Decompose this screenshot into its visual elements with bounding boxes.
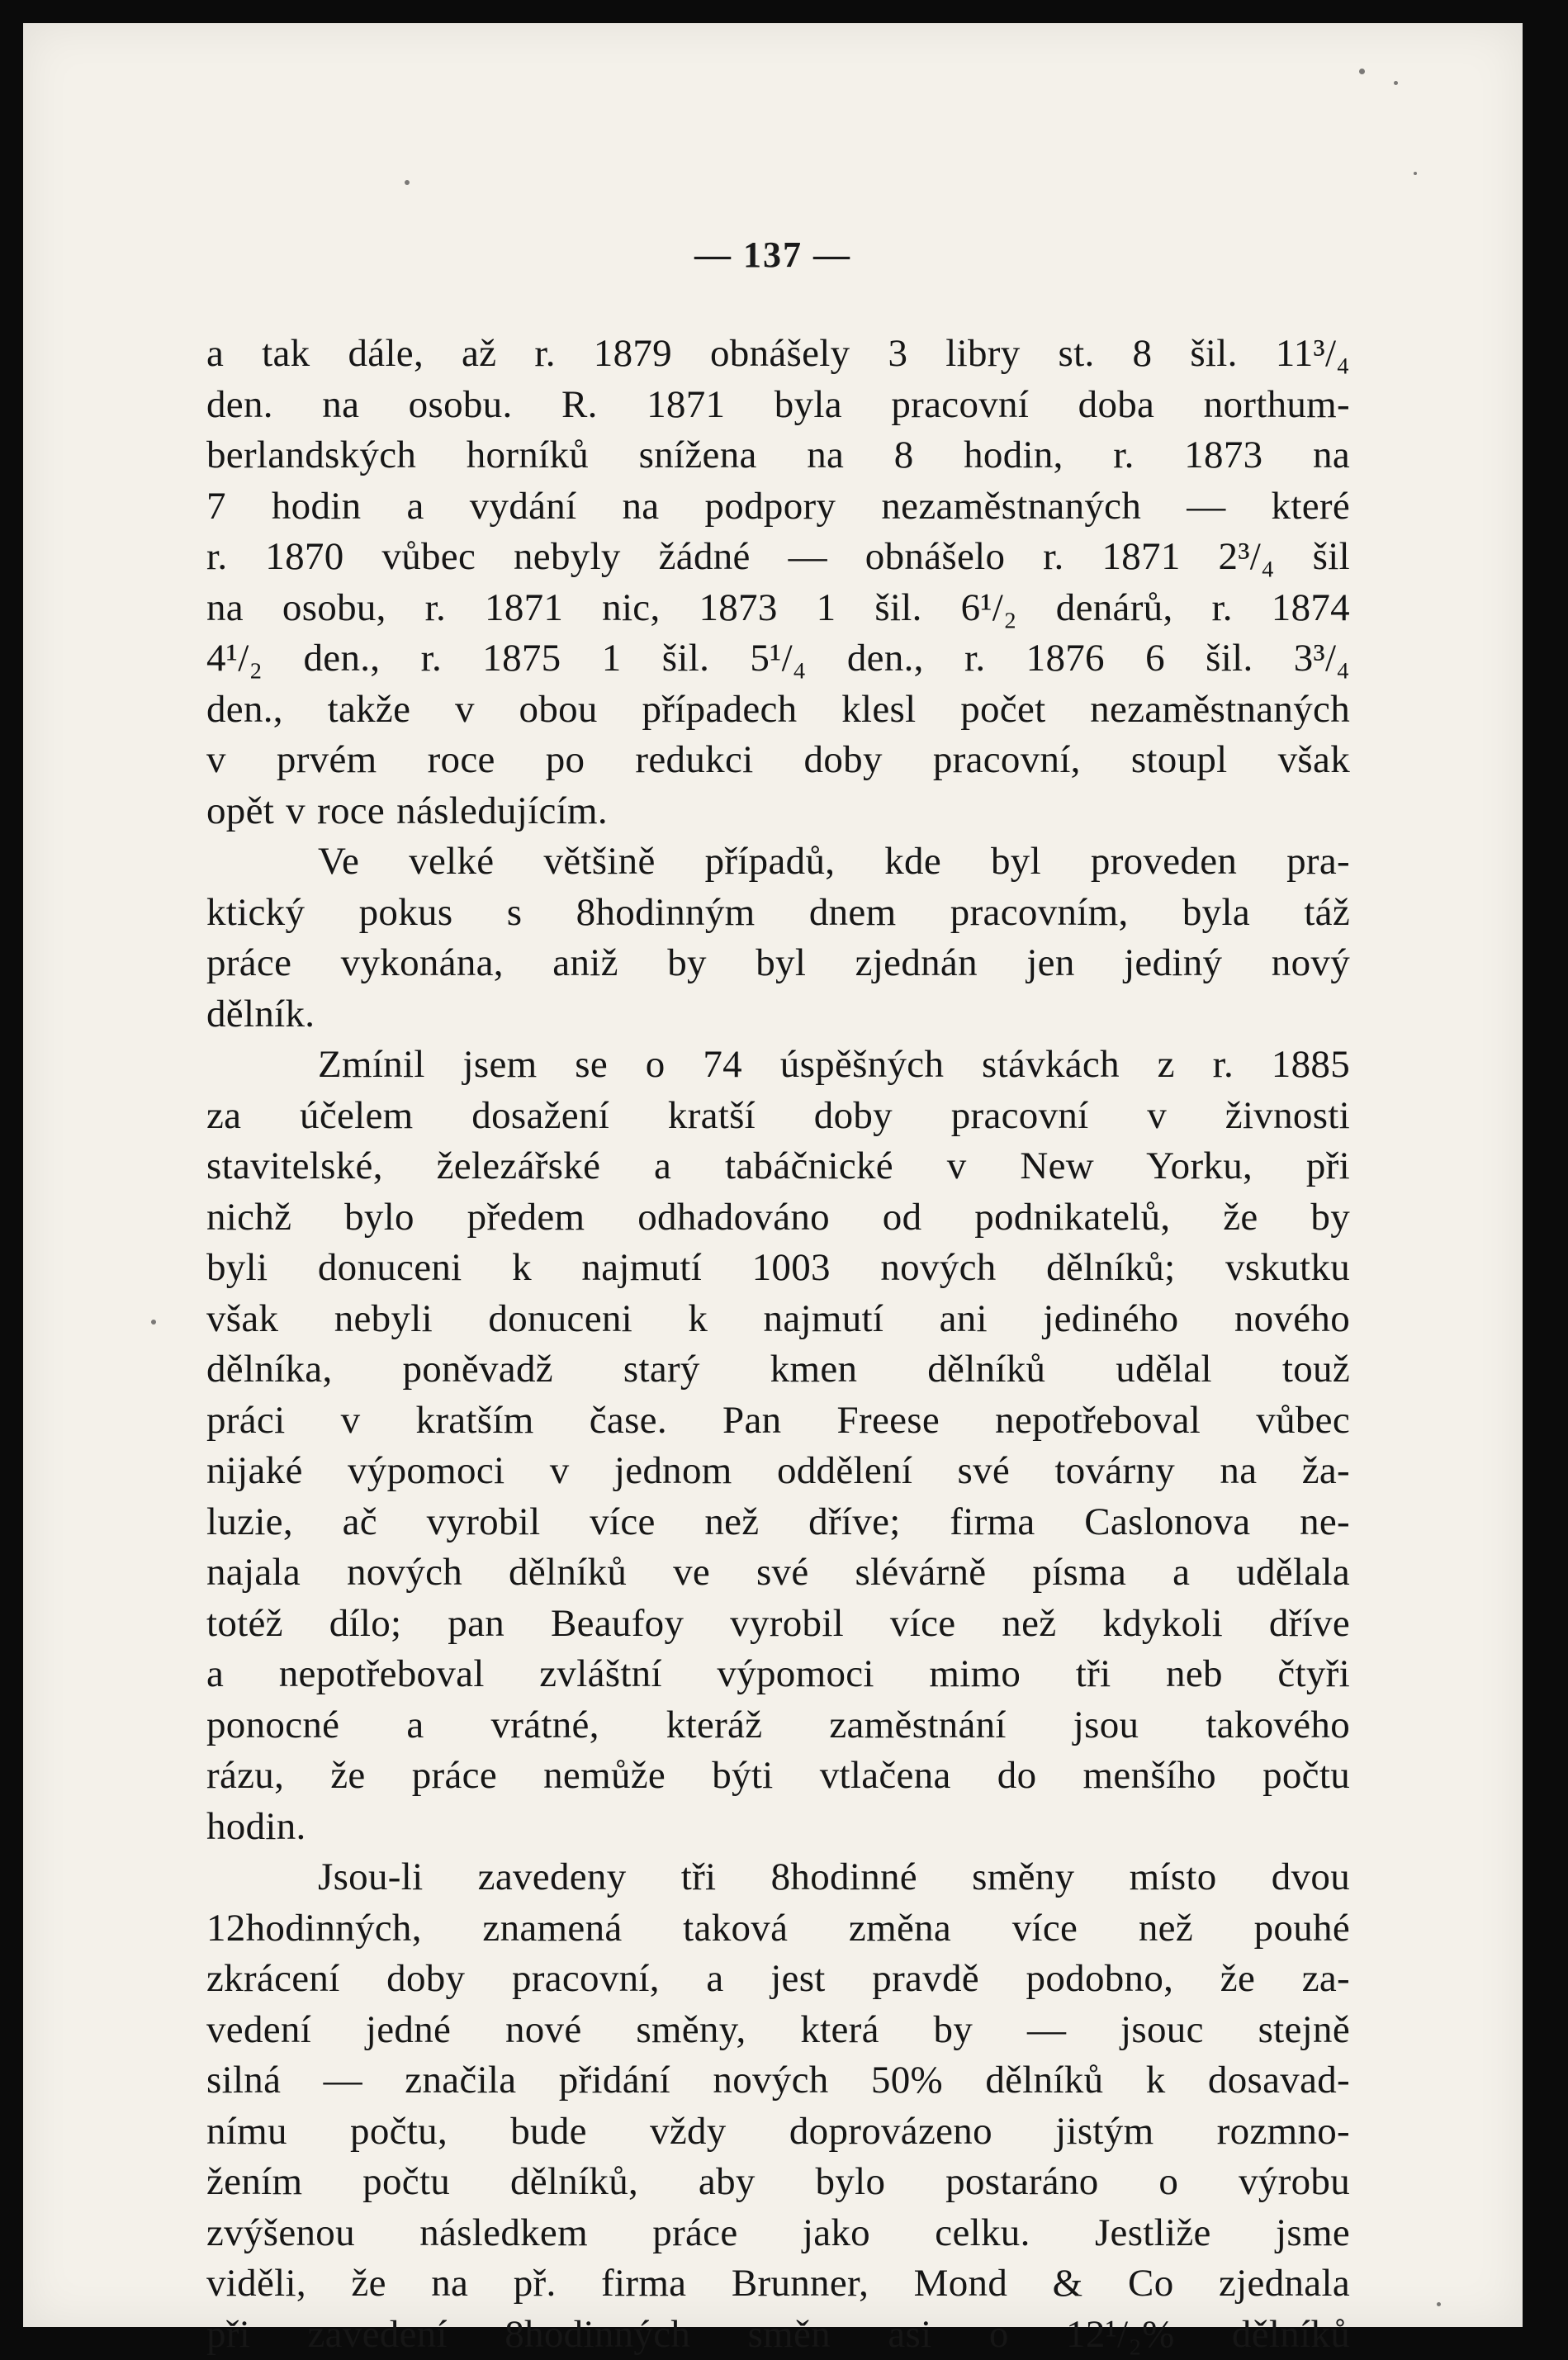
text-line: rázu, že práce nemůže býti vtlačena do menšího počtu <box>206 1754 1350 1797</box>
text-line: na osobu, r. 1871 nic, 1873 1 šil. 6¹/₂ denárů, r. 1874 <box>206 585 1350 629</box>
text-line: silná — značila přidání nových 50% dělníků k dosavad- <box>206 2059 1350 2102</box>
body-text <box>206 329 1350 2360</box>
print-speck <box>1359 69 1365 74</box>
text-line: zvýšenou následkem práce jako celku. Jestliže jsme <box>206 2211 1350 2254</box>
print-speck <box>151 1320 156 1325</box>
page-header <box>23 234 1523 276</box>
text-line: zkrácení doby pracovní, a jest pravdě podobno, že za- <box>206 1957 1350 2000</box>
text-line: Ve velké většině případů, kde byl proveden pra- <box>318 840 1350 883</box>
text-line: za účelem dosažení kratší doby pracovní v živnosti <box>206 1093 1350 1137</box>
text-line: hodin. <box>206 1804 306 1848</box>
text-line: ktický pokus s 8hodinným dnem pracovním, byla táž <box>206 890 1350 934</box>
text-line: viděli, že na př. firma Brunner, Mond & Co zjednala <box>206 2262 1350 2305</box>
text-line: den. na osobu. R. 1871 byla pracovní doba northum- <box>206 382 1350 426</box>
text-line: v prvém roce po redukci doby pracovní, stoupl však <box>206 738 1350 781</box>
book-page <box>23 23 1523 2356</box>
text-line: a tak dále, až r. 1879 obnášely 3 libry st. 8 šil. 11³/₄ <box>206 332 1350 375</box>
text-line: a nepotřeboval zvláštní výpomoci mimo tři neb čtyři <box>206 1652 1350 1695</box>
text-line: práce vykonána, aniž by byl zjednán jen jediný nový <box>206 941 1350 984</box>
text-line: dělníka, poněvadž starý kmen dělníků udělal touž <box>206 1348 1350 1391</box>
text-line: opět v roce následujícím. <box>206 789 608 832</box>
text-line: 12hodinných, znamená taková změna více než pouhé <box>206 1906 1350 1950</box>
text-line: nijaké výpomoci v jednom oddělení své továrny na ža- <box>206 1449 1350 1492</box>
text-line: Zmínil jsem se o 74 úspěšných stávkách z r. 1885 <box>318 1043 1350 1086</box>
print-speck <box>405 180 410 185</box>
text-line: práci v kratším čase. Pan Freese nepotřeboval vůbec <box>206 1398 1350 1442</box>
text-line: den., takže v obou případech klesl počet nezaměstnaných <box>206 687 1350 731</box>
text-line: 7 hodin a vydání na podpory nezaměstnaných — které <box>206 484 1350 528</box>
text-line: nichž bylo předem odhadováno od podnikatelů, že by <box>206 1195 1350 1239</box>
print-speck <box>1414 172 1417 175</box>
text-line: luzie, ač vyrobil více než dříve; firma Caslonova ne- <box>206 1500 1350 1543</box>
text-line: byli donuceni k najmutí 1003 nových dělníků; vskutku <box>206 1246 1350 1289</box>
text-line: r. 1870 vůbec nebyly žádné — obnášelo r. 1871 2³/₄ šil <box>206 535 1350 578</box>
text-line: ponocné a vrátné, kteráž zaměstnání jsou takového <box>206 1703 1350 1746</box>
text-line: 4¹/₂ den., r. 1875 1 šil. 5¹/₄ den., r. 1876 6 šil. 3³/₄ <box>206 637 1350 680</box>
text-line: Jsou-li zavedeny tři 8hodinné směny místo dvou <box>318 1855 1350 1898</box>
text-line: stavitelské, železářské a tabáčnické v New Yorku, při <box>206 1144 1350 1187</box>
print-speck <box>1437 2302 1441 2306</box>
text-line: dělník. <box>206 992 315 1035</box>
text-line: vedení jedné nové směny, která by — jsouc stejně <box>206 2007 1350 2051</box>
text-line: berlandských horníků snížena na 8 hodin, r. 1873 na <box>206 434 1350 476</box>
page-number: — 137 — <box>694 235 851 275</box>
text-line: nímu počtu, bude vždy doprovázeno jistým rozmno- <box>206 2109 1350 2153</box>
text-line: však nebyli donuceni k najmutí ani jediného nového <box>206 1296 1350 1340</box>
text-line: při zavedení 8hodinných směn asi o 12¹/₂% dělníků <box>206 2312 1350 2356</box>
text-line: totéž dílo; pan Beaufoy vyrobil více než kdykoli dříve <box>206 1601 1350 1645</box>
text-line: žením počtu dělníků, aby bylo postaráno o výrobu <box>206 2160 1350 2203</box>
print-speck <box>1394 81 1398 85</box>
text-line: najala nových dělníků ve své slévárně písma a udělala <box>206 1551 1350 1594</box>
